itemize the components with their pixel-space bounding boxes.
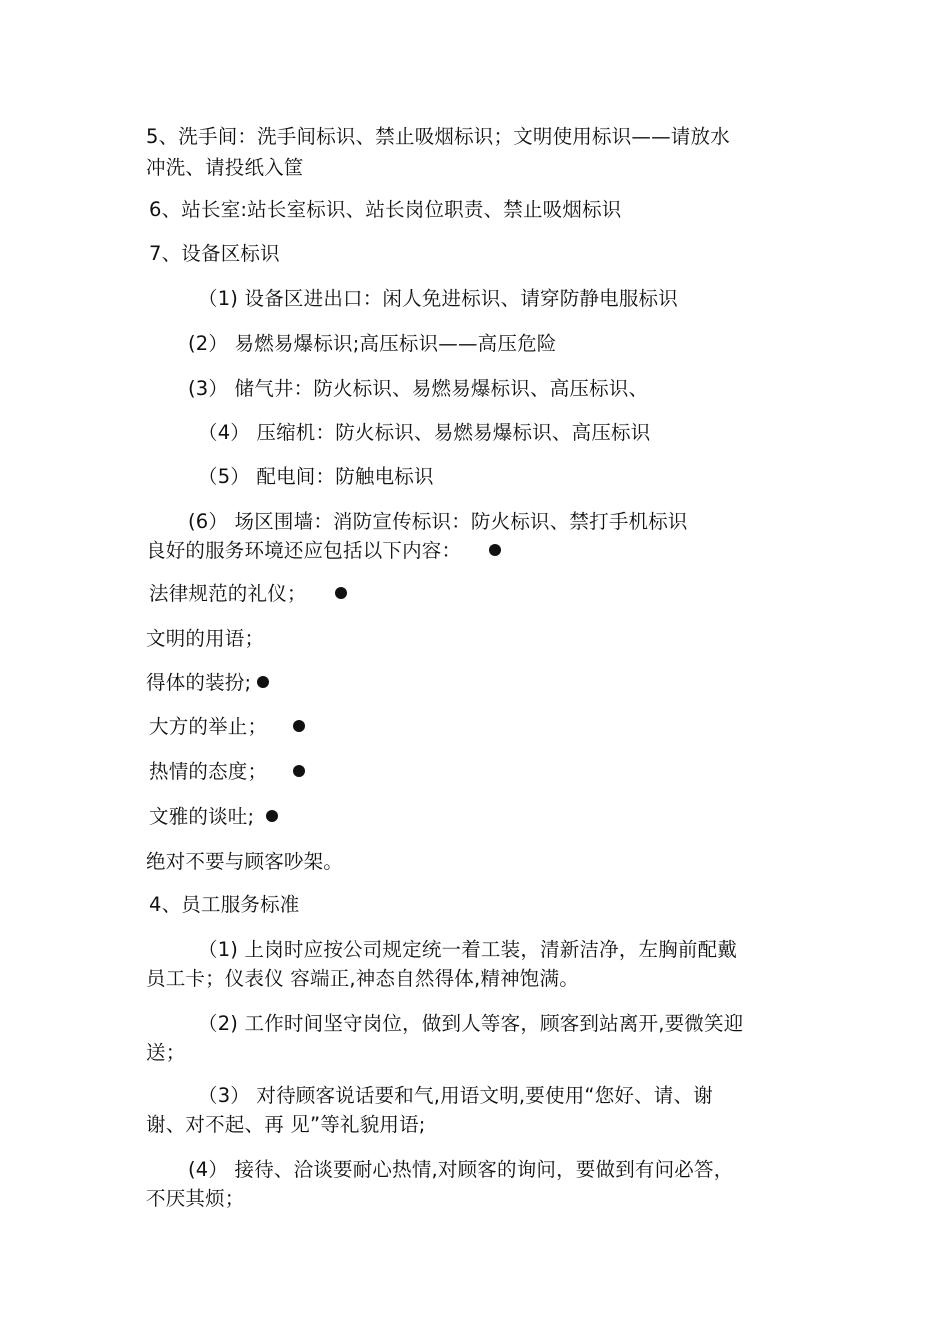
text-line: （4） 压缩机：防火标识、易燃易爆标识、高压标识 xyxy=(198,421,651,444)
text-line: 不厌其烦； xyxy=(146,1187,245,1210)
text-content: 得体的装扮; xyxy=(146,671,252,694)
text-line: （1) 设备区进出口：闲人免进标识、请穿防静电服标识 xyxy=(198,287,678,310)
text-line: 5、洗手间：洗手间标识、禁止吸烟标识；文明使用标识——请放水 xyxy=(146,125,730,148)
text-line: (2） 易燃易爆标识;高压标识——高压危险 xyxy=(188,332,557,355)
text-line xyxy=(149,759,305,785)
text-line xyxy=(149,581,347,607)
text-line xyxy=(146,538,501,564)
bullet-icon xyxy=(266,810,278,822)
bullet-icon xyxy=(293,720,305,732)
bullet-icon xyxy=(489,544,501,556)
text-line: 7、设备区标识 xyxy=(149,242,280,265)
text-content: 大方的举止； xyxy=(149,715,268,738)
text-content: 法律规范的礼仪； xyxy=(149,582,307,605)
text-content: 文雅的谈吐; xyxy=(149,805,255,828)
text-line: 6、站长室:站长室标识、站长岗位职责、禁止吸烟标识 xyxy=(149,198,622,221)
text-line xyxy=(149,804,278,830)
text-line xyxy=(146,670,269,696)
text-content: 良好的服务环境还应包括以下内容： xyxy=(146,539,462,562)
text-line: （1) 上岗时应按公司规定统一着工装，清新洁净，左胸前配戴 xyxy=(198,938,738,961)
text-line: 绝对不要与顾客吵架。 xyxy=(146,850,344,873)
text-line: （3） 对待顾客说话要和气,用语文明,要使用“您好、请、谢 xyxy=(198,1084,713,1107)
text-line: 谢、对不起、再 见”等礼貌用语; xyxy=(146,1113,426,1136)
text-line: （5） 配电间：防触电标识 xyxy=(198,465,434,488)
text-line xyxy=(149,714,305,740)
bullet-icon xyxy=(293,765,305,777)
text-line: 冲洗、请投纸入筐 xyxy=(146,156,304,179)
text-line: 员工卡；仪表仪 容端正,神态自然得体,精神饱满。 xyxy=(146,967,579,990)
text-line: 4、员工服务标准 xyxy=(149,893,300,916)
text-content: 热情的态度； xyxy=(149,760,268,783)
text-line: 文明的用语； xyxy=(146,627,265,650)
bullet-icon xyxy=(257,676,269,688)
bullet-icon xyxy=(335,587,347,599)
text-line: (4） 接待、洽谈要耐心热情,对顾客的询问，要做到有问必答， xyxy=(188,1158,734,1181)
text-line: (3） 储气井：防火标识、易燃易爆标识、高压标识、 xyxy=(188,377,649,400)
text-line: (6） 场区围墙：消防宣传标识：防火标识、禁打手机标识 xyxy=(188,510,688,533)
text-line: 送； xyxy=(146,1041,186,1064)
text-line: （2) 工作时间坚守岗位，做到人等客，顾客到站离开,要微笑迎 xyxy=(198,1012,744,1035)
